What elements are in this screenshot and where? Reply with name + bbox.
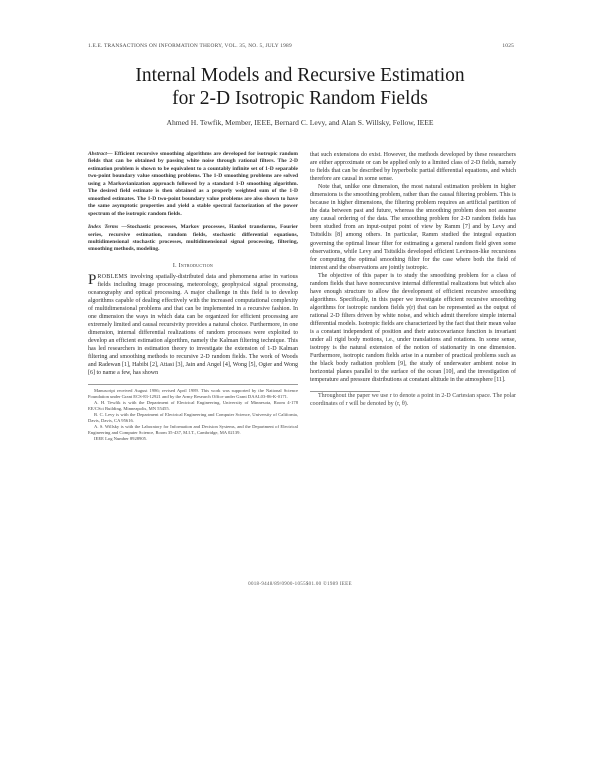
abstract-label: Abstract [88,151,107,157]
abstract [88,151,298,218]
footnote-willsky: A. S. Willsky is with the Laboratory for Information and Decision Systems, and the Department of Electrical Engineering and Computer Science, Room 35-437, M.I.T., Cambridge, MA 02139. [88,424,298,436]
intro-body [88,273,298,378]
footnote-manuscript: Manuscript received August 1986; revised April 1989. This work was supported by the National Science Foundation under Grant ECS-83-12921 and by the Army Research Office under Grant DAAL03-86-K-0171. [88,387,298,399]
left-column [88,151,298,442]
right-footnote: Throughout the paper we use r to denote a point in 2-D Cartesian space. The polar coordinates of r will be denoted by (r, θ). [310,393,516,408]
intro-text: involving spatially-distributed data and phenomena arise in various fields including image processing, meteorology, geophysical signal processing, oceanography and optical processing. A major challenge in this field is to develop algorithms capable of dealing effectively with the increased computational complexity of multidimensional problems and that can be implemented in a recursive fashion. In one dimension the ways in which data can be organized for efficient processing are extremely limited and causal recursivity provides a natural choice. Furthermore, in one dimension, internal differential realizations of random processes were exploited to develop an efficient estimation algorithm, namely the Kalman filtering technique. This has led researchers in estimation theory to investigate the extension of 1-D Kalman filtering and smoothing methods to recursive 2-D random fields. The work of Woods and Radewan [1], Habibi [2], Attasi [3], Jain and Angel [4], Wong [5], Ogier and Wong [6] to name a few, has shown [88,273,298,377]
right-paragraph-2: Note that, unlike one dimension, the most natural estimation problem in higher dimensions is the smoothing problem, rather than the causal filtering problem. This is because in higher dimensions, the filtering problem requires an artificial partition of the data between past and future, whereas the smoothing problem does not assume any causal ordering of the data. The smoothing problem for 2-D random fields has been studied from an input-output point of view by Ramm [7] and by Levy and Tsitsiklis [8] among others. In particular, Ramm studied the integral equation governing the optimal linear filter for estimating a general random field given some observations, while Levy and Tsitsiklis developed efficient Levinson-like recursions for computing the optimal smoothing filter for the case where both the field of interest and the observations are jointly isotropic. [310,184,516,271]
right-paragraph-1: that such extensions do exist. However, the methods developed by these researchers are either approximate or can be applied only to a limited class of 2-D fields, namely to fields that can be described by hyperbolic partial differential equations, and which therefore are causal in some sense. [310,152,516,183]
intro-lead-word: ROBLEMS [97,273,128,280]
abstract-text: — Efficient recursive smoothing algorithms are developed for isotropic random fields that can be obtained by passing white noise through rational filters. The 2-D estimation problem is shown to be equivalent to a countably infinite set of 1-D separable two-point boundary value smoothing problems. The 1-D smoothing problems are solved using a Markovianization approach followed by a standard 1-D smoothing algorithm. The desired field estimate is then obtained as a properly weighted sum of the 1-D smoothed estimates. The 1-D two-point boundary value problems are also shown to have the same asymptotic properties and yield a stable spectral factorization of the power spectrum of the isotropic random fields. [88,151,298,217]
author-line: Ahmed H. Tewfik, Member, IEEE, Bernard C. Levy, and Alan S. Willsky, Fellow, IEEE [166,118,434,127]
copyright-line: 0018-9448/89/0900-1055$01.00 ©1989 IEEE [248,582,352,587]
footnote-tewfik: A. H. Tewfik is with the Department of Electrical Engineering, University of Minnesota, Room 4-178 EE/CSci Building, Minneapolis, MN 55455. [88,399,298,411]
footnote-log-number: IEEE Log Number 8928905. [94,436,148,442]
index-terms [88,224,298,254]
paper-title [60,64,540,110]
drop-cap: P [88,271,97,288]
intro-paragraph [88,273,298,378]
index-terms-label: Index Terms [88,224,119,231]
page-number: 1025 [502,43,514,49]
running-header [88,43,514,52]
right-column [310,151,516,408]
title-line-1: Internal Models and Recursive Estimation [135,65,465,86]
journal-header: 1.E.E. TRANSACTIONS ON INFORMATION THEORY, VOL. 35, NO. 5, JULY 1989 [88,43,292,49]
right-paragraph-3: The objective of this paper is to study the smoothing problem for a class of random fields that have nonrecursive internal differential realizations but which also have enough structure to allow the development of efficient recursive smoothing algorithms. Specifically, in this paper we investigate efficient recursive smoothing algorithms for isotropic random fields y(r) that can be represented as the output of rational 2-D filters driven by white noise, and which admit therefore simple internal differential models. Isotropic fields are characterized by the fact that their mean value is a constant independent of position and their autocovariance function is invariant under all rigid body motions, i.e., under translations and rotations. In some sense, isotropy is the natural extension of the notion of stationarity in one dimension. Furthermore, isotropic random fields arise in a number of practical problems such as the black body radiation problem [9], the study of underwater ambient noise in horizontal planes parallel to the surface of the ocean [10], and the investigation of temperature and pressure distributions at constant altitude in the atmosphere [11]. [310,272,516,384]
section-heading: I. Introduction [172,262,214,269]
footnote-levy: B. C. Levy is with the Department of Electrical Engineering and Computer Science, University of California, Davis, Davis, CA 95616. [88,411,298,423]
index-terms-text: —Stochastic processes, Markov processes, Hankel transforms, Fourier series, recursive estimation, random fields, stochastic differential equations, multidimensional stochastic processes, multidimensional signal processing, filtering, smoothing methods, modeling. [88,224,298,253]
title-line-2: for 2-D Isotropic Random Fields [172,88,428,109]
footnotes [88,384,298,443]
